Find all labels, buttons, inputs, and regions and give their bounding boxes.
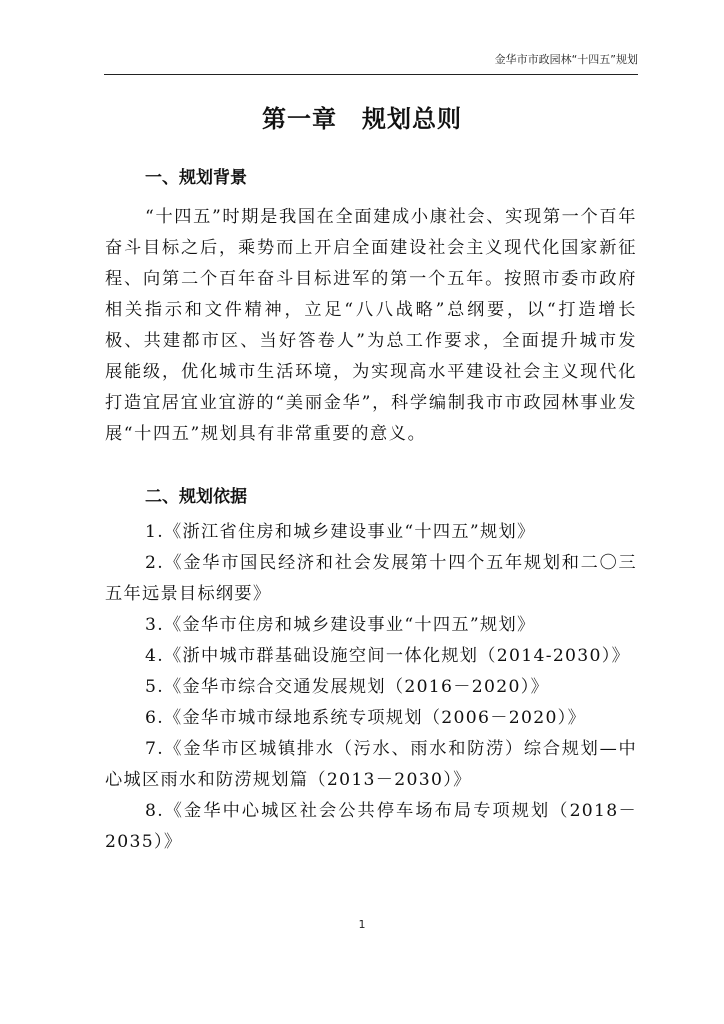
reference-item: 6.《金华市城市绿地系统专项规划（2006－2020）》: [145, 708, 587, 728]
reference-item: 3.《金华市住房和城乡建设事业“十四五”规划》: [145, 615, 536, 635]
reference-item: 8.《金华中心城区社会公共停车场布局专项规划（2018－2035）》: [105, 801, 637, 852]
running-header: 金华市市政园林“十四五”规划: [104, 52, 638, 75]
section-heading-background: 一、规划背景: [145, 168, 247, 188]
section-heading-basis: 二、规划依据: [145, 487, 247, 507]
reference-item: 4.《浙中城市群基础设施空间一体化规划（2014-2030）》: [145, 646, 631, 666]
background-paragraph: “十四五”时期是我国在全面建成小康社会、实现第一个百年奋斗目标之后，乘势而上开启全面建设社会主义现代化国家新征程、向第二个百年奋斗目标进军的第一个五年。按照市委市政府相关指示和文件精神，立足“八八战略”总纲要，以“打造增长极、共建都市区、当好答卷人”为总工作要求，全面提升城市发展能级，优化城市生活环境，为实现高水平建设社会主义现代化打造宜居宜业宜游的“美丽金华”，科学编制我市市政园林事业发展“十四五”规划具有非常重要的意义。: [105, 207, 637, 444]
reference-item: 5.《金华市综合交通发展规划（2016－2020）》: [145, 677, 550, 697]
chapter-title: 第一章 规划总则: [262, 105, 462, 133]
page-number: 1: [358, 918, 366, 931]
reference-item: 2.《金华市国民经济和社会发展第十四个五年规划和二〇三五年远景目标纲要》: [105, 553, 637, 604]
reference-list: [105, 517, 637, 858]
reference-item: 7.《金华市区城镇排水（污水、雨水和防涝）综合规划—中心城区雨水和防涝规划篇（2013－2030）》: [105, 739, 637, 790]
reference-item: 1.《浙江省住房和城乡建设事业“十四五”规划》: [145, 522, 536, 542]
